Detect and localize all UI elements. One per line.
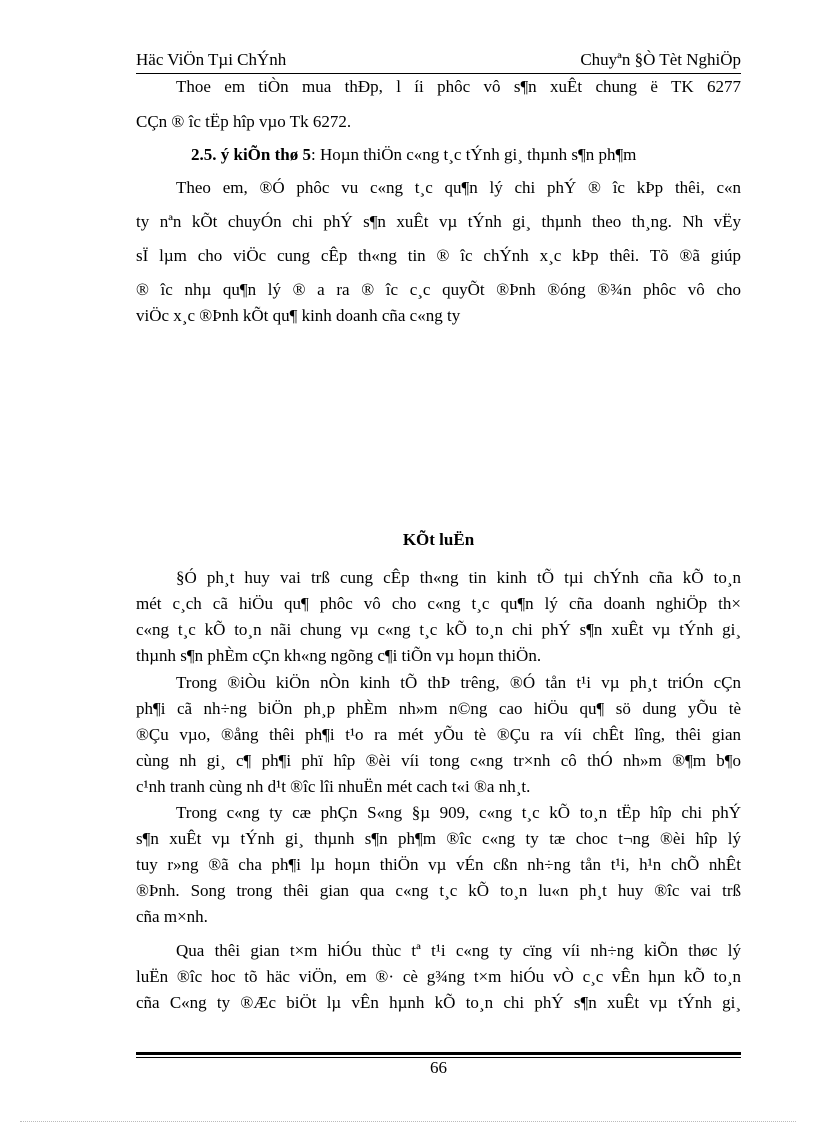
text-line: ®Çu vµo, ®ång thêi ph¶i t¹o ra mét yÕu tè ®Çu ra víi chÊt lîng, thêi gian [136, 725, 741, 744]
conclusion-heading: KÕt luËn [402, 530, 475, 549]
header-rule [136, 73, 741, 74]
text-line: ®Þnh. Song trong thêi gian qua c«ng t¸c kÕ to¸n lu«n ph¸t huy ®îc vai trß [136, 881, 741, 900]
text-line: c«ng t¸c kÕ to¸n nãi chung vµ c«ng t¸c kÕ to¸n chi phÝ s¶n xuÊt vµ tÝnh gi¸ [136, 620, 741, 639]
page-header [136, 50, 741, 72]
text-line: luËn ®îc hoc tõ häc viÖn, em ®· cè g¾ng t×m hiÓu vÒ c¸c vÊn hµn kÕ to¸n [136, 967, 741, 986]
text-line: Thoe em tiÒn mua thÐp, l íi phôc vô s¶n xuÊt chung ë TK 6277 [176, 77, 741, 96]
text-line: thµnh s¶n phÈm cÇn kh«ng ngõng c¶i tiÕn vµ hoµn thiÖn. [136, 646, 542, 665]
text-line: cùng nh gi¸ c¶ ph¶i phï hîp ®èi víi tong c«ng tr×nh cô thÓ nh»m ®¶m b¶o [136, 751, 741, 770]
text-line: Trong ®iÒu kiÖn nÒn kinh tÕ thÞ trêng, ®Ó tån t¹i vµ ph¸t triÓn cÇn [176, 673, 741, 692]
text-line: Trong c«ng ty cæ phÇn S«ng §µ 909, c«ng t¸c kÕ to¸n tËp hîp chi phÝ [176, 803, 741, 822]
text-line: CÇn ® îc tËp hîp vµo Tk 6272. [136, 112, 352, 131]
text-line: §Ó ph¸t huy vai trß cung cÊp th«ng tin kinh tÕ tµi chÝnh cña kÕ to¸n [176, 568, 741, 587]
item-title: 2.5. ý kiÕn thø 5 [191, 145, 311, 164]
text-line: ty nªn kÕt chuyÓn chi phÝ s¶n xuÊt vµ tÝnh gi¸ thµnh theo th¸ng. Nh vËy [136, 212, 741, 231]
text-line: ph¶i cã nh÷ng biÖn ph¸p phÈm nh»m n©ng cao hiÖu qu¶ sö dung yÕu tè [136, 699, 741, 718]
text-line: Qua thêi gian t×m hiÓu thùc tª t¹i c«ng ty cïng víi nh÷ng kiÕn thøc lý [176, 941, 741, 960]
text-line: s¶n xuÊt vµ tÝnh gi¸ thµnh s¶n ph¶m ®îc c«ng ty tæ choc t¬ng ®èi hîp lý [136, 829, 741, 848]
text-line: cña C«ng ty ®Æc biÖt lµ vÊn hµnh kÕ to¸n chi phÝ s¶n xuÊt vµ tÝnh gi¸ [136, 993, 741, 1012]
text-line: ® îc nhµ qu¶n lý ® a ra ® îc c¸c quyÕt ®Þnh ®óng ®¾n phôc vô cho [136, 280, 741, 299]
text-line: Theo em, ®Ó phôc vu c«ng t¸c qu¶n lý chi phÝ ® îc kÞp thêi, c«n [176, 178, 741, 197]
text-line: c¹nh tranh cùng nh d¹t ®îc lîi nhuËn mét cach t«i ®a nh¸t. [136, 777, 531, 796]
text-line: sÏ lµm cho viÖc cung cÊp th«ng tin ® îc chÝnh x¸c kÞp thêi. Tõ ®ã giúp [136, 246, 741, 265]
text-line: mét c¸ch cã hiÖu qu¶ phôc vô cho c«ng t¸c qu¶n lý cña doanh nghiÖp th× [136, 594, 741, 613]
footer-rule-thick [136, 1052, 741, 1055]
header-doc-type: Chuyªn §Ò Tèt NghiÖp [580, 50, 741, 69]
header-institution: Häc ViÖn Tµi ChÝnh [136, 50, 287, 69]
item-text: : Hoµn thiÖn c«ng t¸c tÝnh gi¸ thµnh s¶n ph¶m [310, 145, 637, 164]
text-line: cña m×nh. [136, 907, 208, 926]
page-edge-divider [20, 1121, 796, 1122]
item-line [191, 145, 756, 165]
text-line: viÖc x¸c ®Þnh kÕt qu¶ kinh doanh cña c«ng ty [136, 306, 461, 325]
text-line: tuy r»ng ®ã cha ph¶i lµ hoµn thiÖn vµ vÉn cßn nh÷ng tån t¹i, h¹n chÕ nhÊt [136, 855, 741, 874]
page-number: 66 [430, 1058, 447, 1077]
